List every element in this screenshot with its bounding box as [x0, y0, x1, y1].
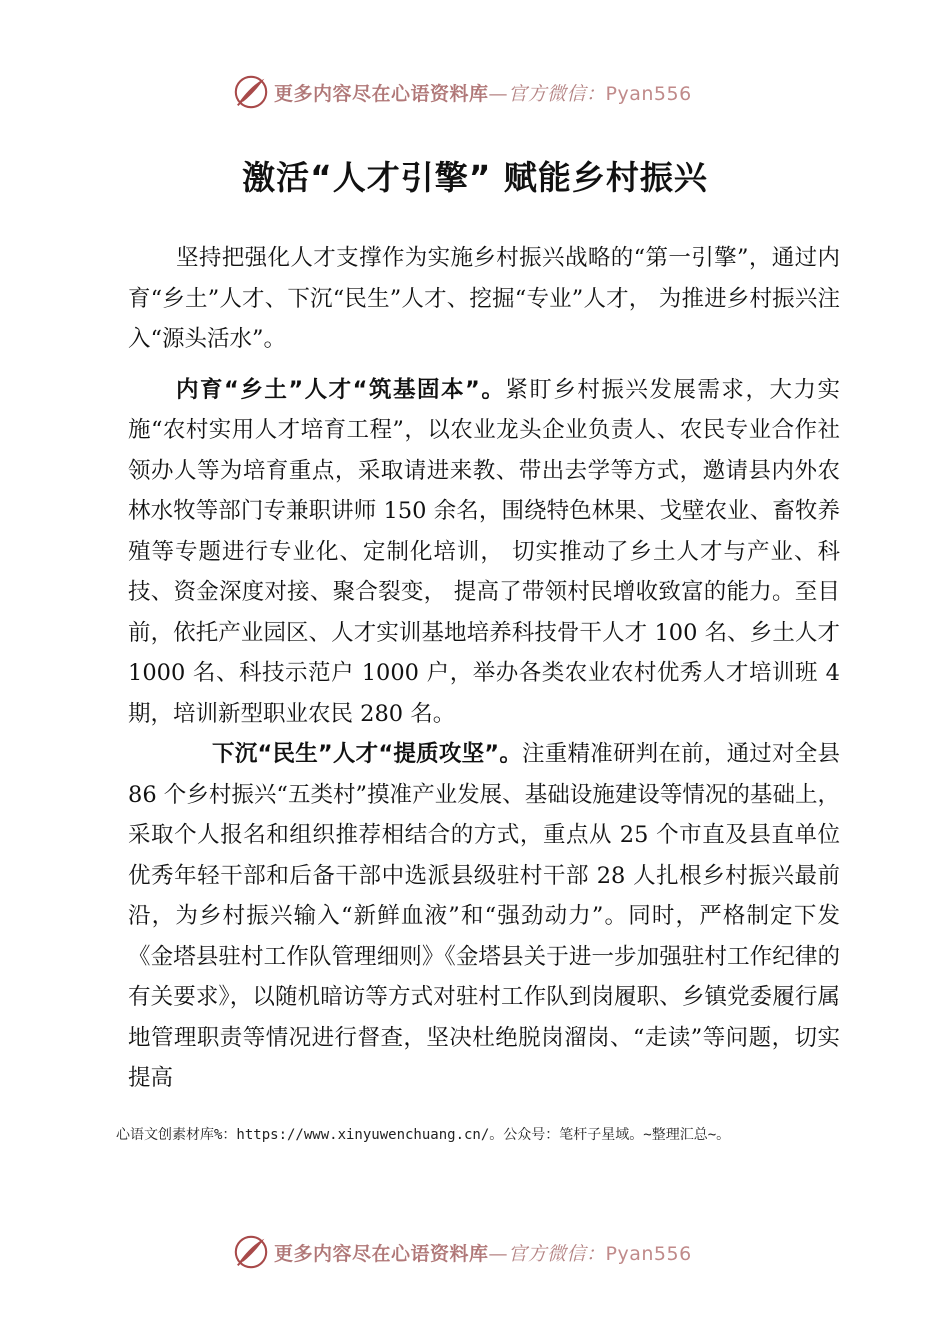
banner-wechat-id: Pyan556 — [605, 82, 692, 105]
paragraph-local-talent-text: 紧盯乡村振兴发展需求，大力实施“农村实用人才培育工程”，以农业龙头企业负责人、农民专业合作社领办人等为培育重点，采取请进来教、带出去学等方式，邀请县内外农林水牧等部门专兼职讲师 150 余名，围绕特色林果、戈壁农业、畜牧养殖等专题进行专业化、定制化培训， 切实推动了乡土人才与产业、科技、资金深度对接、聚合裂变， 提高了带领村民增收致富的能力。至目前，依托产业园区、人才实训基地培养科技骨干人才 100 名、乡土人才 1000 名、科技示范户 1000 户，举办各类农业农村优秀人才培训班 4 期，培训新型职业农民 280 名。 — [128, 376, 840, 727]
paragraph-livelihood-talent-text: 注重精准研判在前，通过对全县 86 个乡村振兴“五类村”摸准产业发展、基础设施建设等情况的基础上，采取个人报名和组织推荐相结合的方式，重点从 25 个市直及县直单位优秀年轻干部和后备干部中选派县级驻村干部 28 人扎根乡村振兴最前沿，为乡村振兴输入“新鲜血液”和“强劲动力”。同时，严格制定下发《金塔县驻村工作队管理细则》《金塔县关于进一步加强驻村工作纪律的有关要求》，以随机暗访等方式对驻村工作队到岗履职、乡镇党委履行属地管理职责等情况进行督查，坚决杜绝脱岗溜岗、“走读”等问题，切实提高 — [128, 741, 840, 1091]
feather-quill-logo-icon — [232, 73, 270, 111]
document-body — [128, 238, 840, 1099]
banner-wechat-id: Pyan556 — [605, 1242, 692, 1265]
header-banner — [0, 72, 950, 112]
feather-quill-logo-icon — [232, 1233, 270, 1271]
source-footnote: 心语文创素材库%：https://www.xinyuwenchuang.cn/。公众号：笔杆子星域。~整理汇总~。 — [116, 1127, 731, 1143]
paragraph-livelihood-talent-heading: 下沉“民生”人才“提质攻坚”。 — [212, 741, 523, 767]
banner-dash: — — [488, 82, 509, 105]
banner-text — [274, 79, 692, 106]
paragraph-livelihood-talent — [128, 734, 840, 1099]
paragraph-local-talent — [128, 370, 840, 735]
paragraph-intro: 坚持把强化人才支撑作为实施乡村振兴战略的“第一引擎”，通过内育“乡土”人才、下沉“民生”人才、挖掘“专业”人才， 为推进乡村振兴注入“源头活水”。 — [128, 245, 840, 352]
banner-dash: — — [488, 1242, 509, 1265]
banner-lead: 更多内容尽在心语资料库 — [274, 1242, 489, 1265]
banner-lead: 更多内容尽在心语资料库 — [274, 82, 489, 105]
document-title: 激活“人才引擎” 赋能乡村振兴 — [242, 158, 708, 197]
banner-wechat-label: 官方微信： — [508, 1242, 606, 1265]
banner-wechat-label: 官方微信： — [508, 82, 606, 105]
paragraph-local-talent-heading: 内育“乡土”人才“筑基固本”。 — [176, 376, 506, 403]
banner-text — [274, 1239, 692, 1266]
footer-banner — [0, 1232, 950, 1272]
